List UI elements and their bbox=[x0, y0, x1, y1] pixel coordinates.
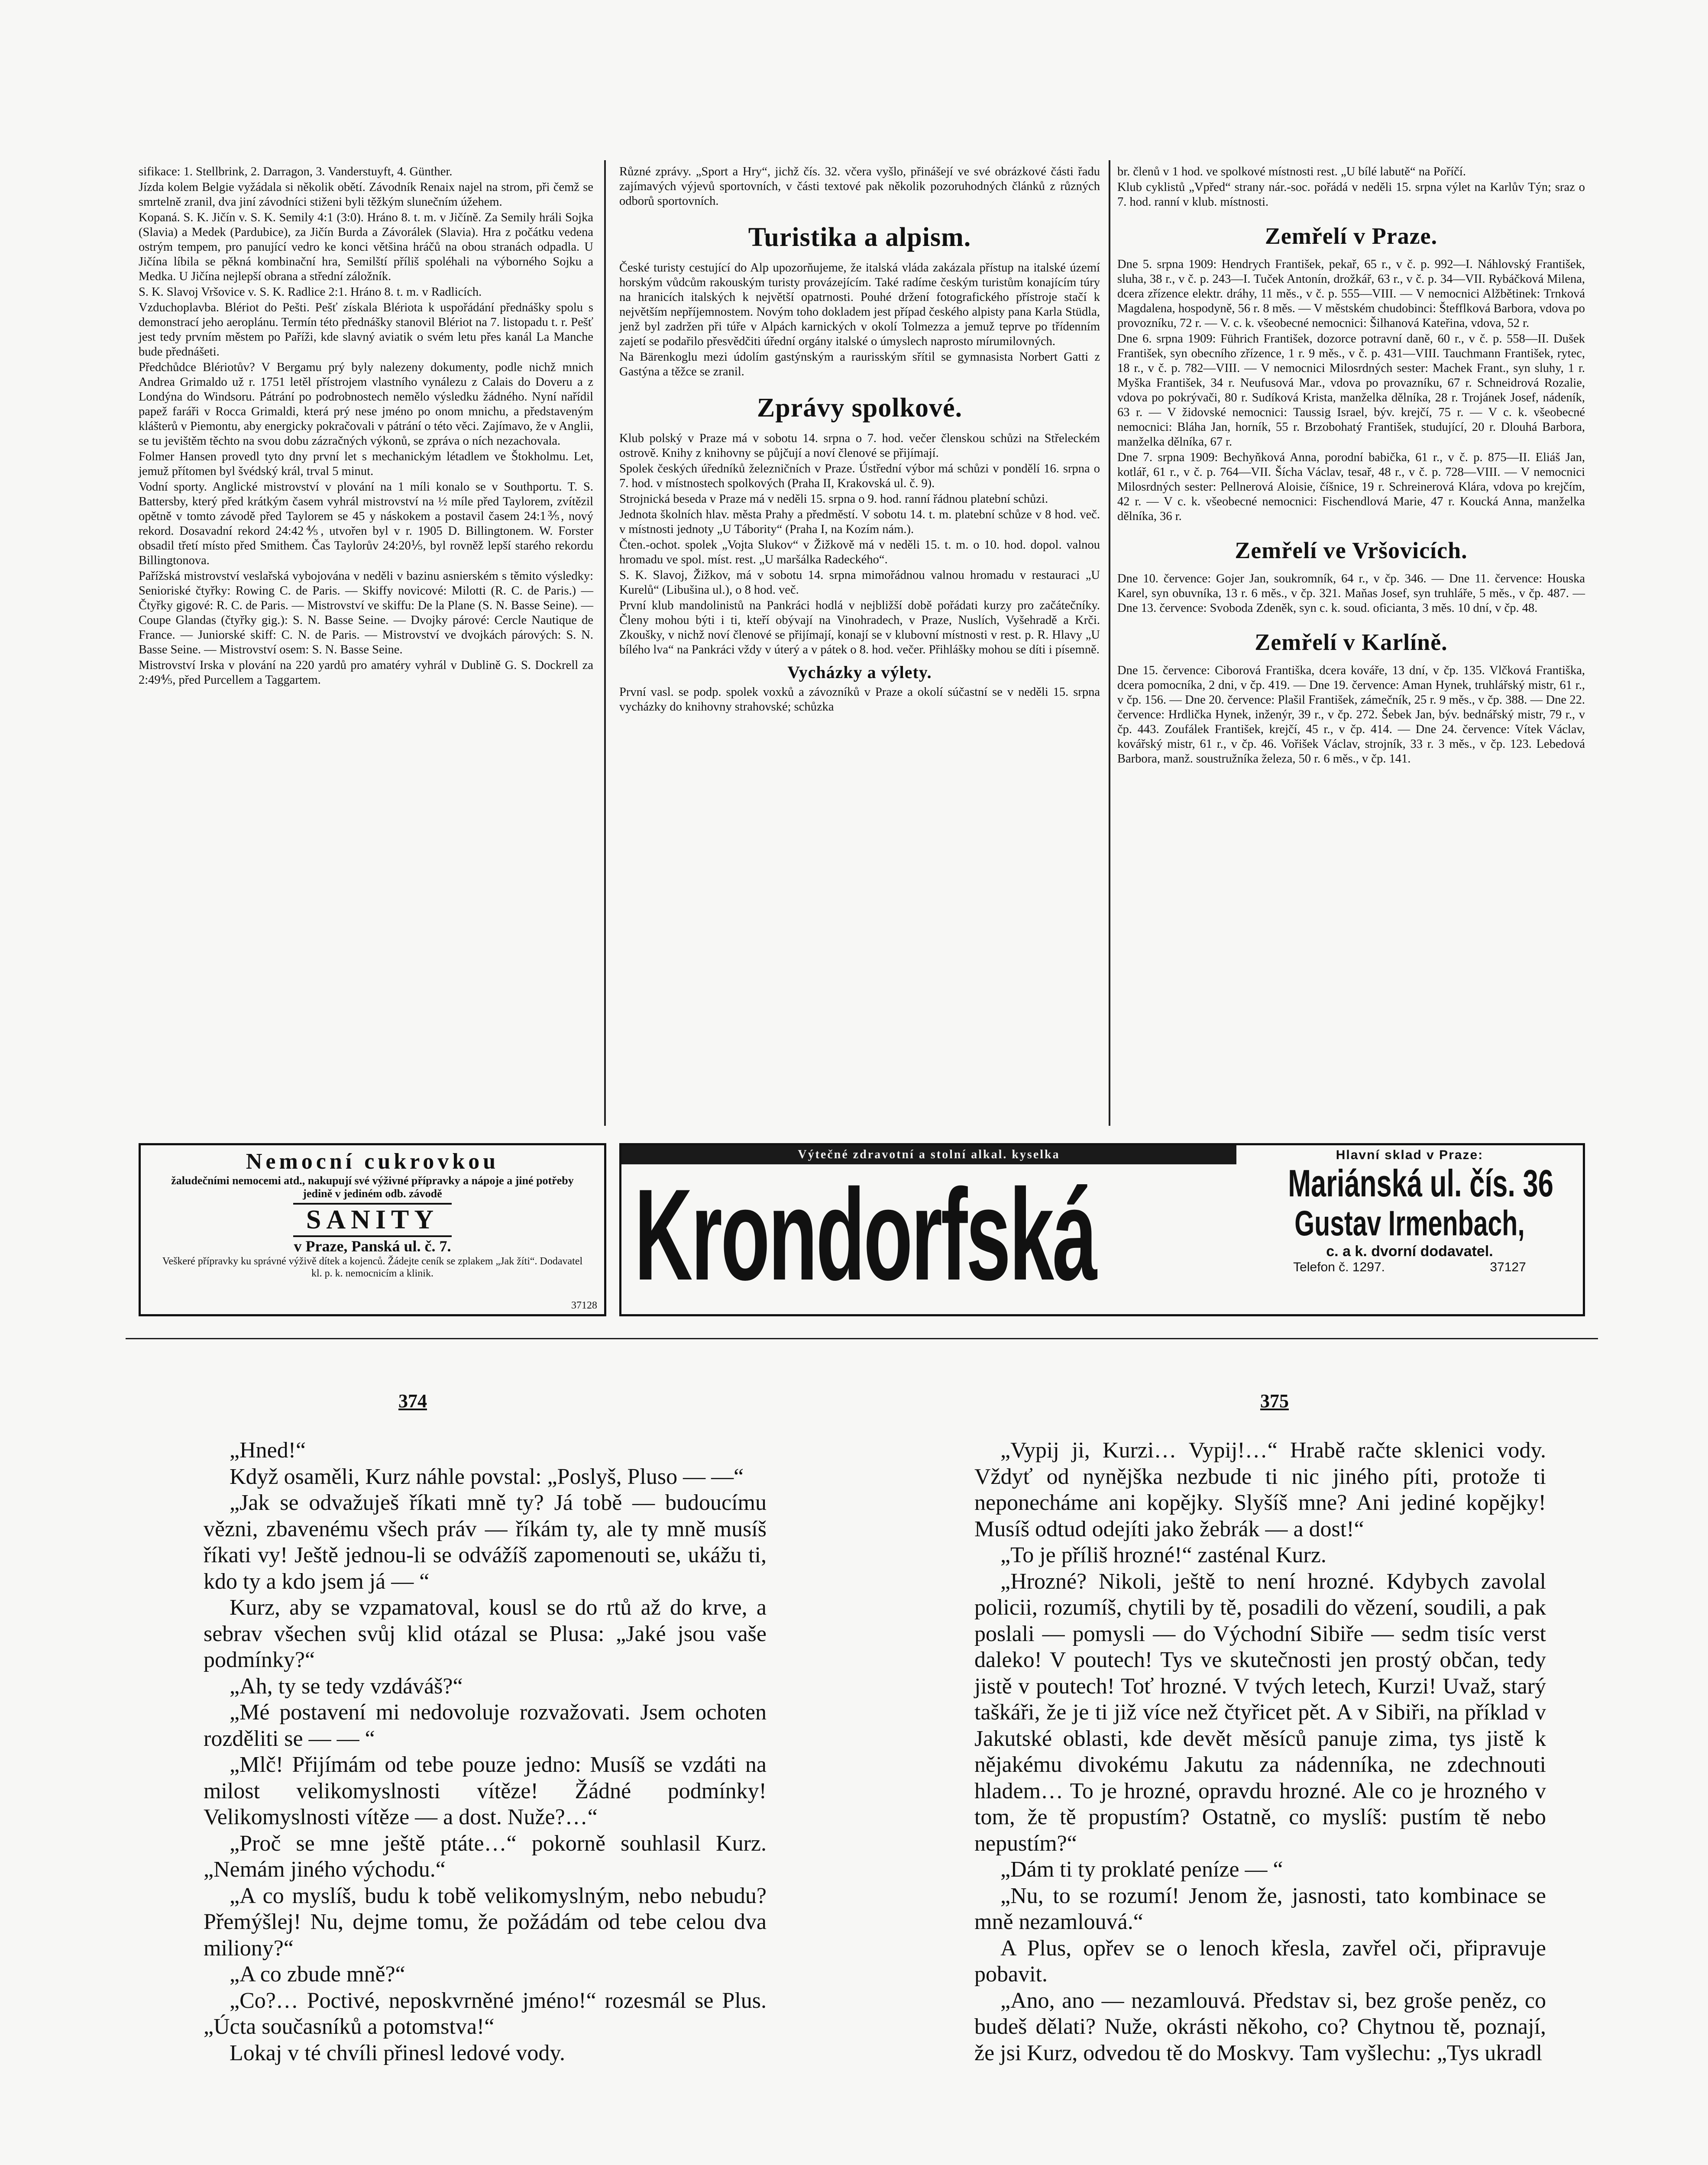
advertisement-krondorfska bbox=[619, 1143, 1585, 1316]
page-number-left: 374 bbox=[398, 1390, 427, 1412]
news-paragraph: Folmer Hansen provedl tyto dny první let s mechanickým létadlem ve Štokholmu. Let, jemuž přítomen byl švédský král, trval 5 minut. bbox=[139, 450, 593, 478]
news-column-1 bbox=[139, 165, 593, 688]
book-paragraph: „Hned!“ bbox=[230, 1438, 306, 1463]
news-paragraph: Klub cyklistů „Vpřed“ strany nár.-soc. pořádá v neděli 15. srpna výlet na Karlův Týn; sraz o 7. hod. ranní v klub. místnosti. bbox=[1117, 181, 1585, 209]
book-paragraph: „Mlč! Přijímám od tebe pouze jedno: Musíš se vzdáti na milost velikomyslnosti vítěze! Žádné podmínky! Velikomyslnosti vítěze — a dost. Nuže?…“ bbox=[204, 1752, 767, 1829]
news-paragraph: Vodní sporty. Anglické mistrovství v plování na 1 míli konalo se v Southportu. T. S. Battersby, který před krátkým časem vyhrál mistrovství na ½ míle před Taylorem, zvítězil opětně v tomto závodě před Taylorem se 45 y náskokem a postavil časem 24:1⅗, nový rekord. Dosavadní rekord 24:42⅘, utvořen byl v r. 1905 D. Billingtonem. W. Forster obsadil třetí místo před Smithem. Čas Taylorův 24:20⅕, byl rovněž lepší starého rekordu Billingtonova. bbox=[139, 480, 593, 567]
ad-contact-block bbox=[1241, 1148, 1579, 1275]
news-paragraph: Jednota školních hlav. města Prahy a předměstí. V sobotu 14. t. m. platební schůze v 8 hod. več. v místnosti jednoty „U Tábority“ (Praha I, na Kozím nám.). bbox=[619, 508, 1100, 536]
page-number-right: 375 bbox=[1260, 1390, 1289, 1412]
ad-top-banner: Výtečné zdravotní a stolní alkal. kyselka bbox=[621, 1145, 1236, 1164]
section-heading-turistika: Turistika a alpism. bbox=[748, 223, 971, 252]
death-notice: Dne 15. července: Ciborová Františka, dcera kováře, 13 dní, v čp. 135. Vlčková Františka, dcera pomocníka, 2 dni, v čp. 419. — Dne 19. července: Aman Hynek, truhlářský mistr, 61 r., v čp. 156. — Dne 20. července: Plašil František, zámečník, 25 r. 9 měs., v čp. 388. — Dne 22. července: Hrdlička Hynek, inženýr, 39 r., v čp. 272. Šebek Jan, býv. bednářský mistr, 79 r., v čp. 443. Zoufálek František, krejčí, 45 r., v čp. 414. — Dne 24. července: Vítek Václav, kovářský mistr, 61 r., v čp. 46. Vořišek Václav, strojník, 33 r. 3 měs., v čp. 123. Lebedová Barbora, manž. soustružníka železa, 50 r. 6 měs., v čp. 141. bbox=[1117, 664, 1585, 766]
book-paragraph: Když osaměli, Kurz náhle povstal: „Poslyš, Pluso — —“ bbox=[230, 1464, 744, 1489]
ad-owner: Gustav Irmenbach, bbox=[1294, 1204, 1525, 1243]
news-paragraph: Předchůdce Blériotův? V Bergamu prý byly nalezeny dokumenty, podle nichž mnich Andrea Grimaldo už r. 1751 letěl přístrojem vlastního vynálezu z Calais do Doveru a z Londýna do Windsoru. Pátrání po podrobnostech nemělo výsledku žádného. Nyní nařídil papež faráři v Rocca Grimaldi, která prý nese jméno po onom mnichu, a představeným klášterů v Piemontu, aby energicky pokračovali v pátrání o této věci. Zajímavo, že v Anglii, se tu jevištěm těchto na svou dobu zázračných výkonů, se zpráva o ních nezachovala. bbox=[139, 361, 593, 448]
ad-warehouse-label: Hlavní sklad v Praze: bbox=[1336, 1148, 1484, 1162]
column-rule bbox=[1109, 160, 1110, 1126]
section-heading-zemreli-vrsovice: Zemřelí ve Vršovicích. bbox=[1235, 537, 1468, 563]
book-page-left bbox=[204, 1438, 767, 2066]
news-paragraph: sifikace: 1. Stellbrink, 2. Darragon, 3. Vanderstuyft, 4. Günther. bbox=[139, 165, 453, 178]
news-paragraph: První klub mandolinistů na Pankráci hodlá v nejbližší době pořádati kurzy pro začátečníky. Členy mohou býti i ti, kteří obývají na Vinohradech, v Praze, Nuslích, Vyšehradě a Krči. Zkoušky, v nichž noví členové se přijímají, konají se v klubovní místnosti v rest. p. R. Hlavy „U bílého lva“ na Pankráci vždy v úterý a v pátek o 8. hod. večer. Přihlášky mohou se díti i písemně. bbox=[619, 599, 1100, 656]
book-paragraph: „Hrozné? Nikoli, ještě to není hrozné. Kdybych zavolal policii, rozumíš, chytili by tě, posadili do vězení, soudili, a pak poslali — pomysli — do Východní Sibiře — sedm tisíc verst daleko! V poutech! Tys ve skutečnosti jen prostý občan, tedy jistě v poutech! Toť hrozné. V tvých letech, Kurzi! Uvaž, starý taškáři, že je ti již více než čtyřicet pět. A v Sibiři, na příklad v Jakutské oblasti, kde devět měsíců panuje zima, tys jistě k nějakému divokému Jakutu za nádenníka, ne zdechnouti hladem… To je hrozné, opravdu hrozné. Ale co je hrozného v tom, že tě propustím? Ostatně, co myslíš: pustím tě nebo nepustím?“ bbox=[974, 1569, 1546, 1856]
book-paragraph: „Mé postavení mi nedovoluje rozvažovati. Jsem ochoten rozděliti se — — “ bbox=[204, 1700, 767, 1751]
book-paragraph: A Plus, opřev se o lenoch křesla, zavřel oči, připravuje pobavit. bbox=[974, 1936, 1546, 1987]
news-paragraph: br. členů v 1 hod. ve spolkové místnosti rest. „U bílé labutě“ na Poříčí. bbox=[1117, 165, 1466, 178]
ad-title: Nemocní cukrovkou bbox=[246, 1149, 499, 1174]
divider bbox=[126, 1338, 1598, 1339]
news-paragraph: Kopaná. S. K. Jičín v. S. K. Semily 4:1 (3:0). Hráno 8. t. m. v Jičíně. Za Semily hráli Sojka (Slavia) a Medek (Pardubice), za Jičín Burda a Závorálek (Slavia). Hra z počátku vedena ostrým tempem, pro panující vedro ke konci většina hráčů na obou stranách odpadla. U Jičína líbila se pěkná kombinační hra, Semilští příliš spoléhali na výborného Sojku a Medka. U Jičína nejlepší obrana a střední záložník. bbox=[139, 211, 593, 283]
news-paragraph: České turisty cestující do Alp upozorňujeme, že italská vláda zakázala přístup na italské území horským vůdcům rakouským turisty provázejícím. Také radíme českým turistům konajícím túry na hranicích italských k největší opatrnosti. Pouhé držení fotografického přístroje stačí k největším nepříjemnostem. Novým toho dokladem jest případ českého alpisty pana Karla Stüdla, jenž byl zadržen při túře v Alpách karnických v okolí Tolmezza a jemuž teprve po třídenním zajetí se podařilo přesvědčiti úřední orgány italské o úmyslech naprosto mírumilovných. bbox=[619, 261, 1100, 348]
book-paragraph: „Ah, ty se tedy vzdáváš?“ bbox=[230, 1674, 463, 1699]
column-rule bbox=[604, 160, 606, 1126]
ad-address: v Praze, Panská ul. č. 7. bbox=[294, 1238, 451, 1255]
book-paragraph: Lokaj v té chvíli přinesl ledové vody. bbox=[230, 2040, 565, 2065]
section-heading-vychazky: Vycházky a výlety. bbox=[787, 662, 932, 682]
ad-code: 37128 bbox=[571, 1300, 597, 1311]
book-paragraph: „Jak se odvažuješ říkati mně ty? Já tobě — budoucímu vězni, zbavenému všech práv — říkám ty, ale ty mně musíš říkati vy! Ještě jednou-li se odvážíš zapomenouti se, ukážu ti, kdo ty a kdo jsem já — “ bbox=[204, 1490, 767, 1594]
news-paragraph: Jízda kolem Belgie vyžádala si několik obětí. Závodník Renaix najel na strom, při čemž se smrtelně zranil, dva jiní závodníci stiženi byli těžkým slunečním úžehem. bbox=[139, 181, 593, 209]
book-page-right bbox=[974, 1438, 1546, 2066]
news-paragraph: Pařížská mistrovství veslařská vybojována v neděli v bazinu asnierském s těmito výsledky: Senioriské čtyřky: Rowing C. de Paris. — Skiffy novicové: Milotti (R. C. de Paris.) — Čtyřky gigové: R. C. de Paris. — Mistrovství ve skiffu: De la Plane (S. N. Basse Seine). — Coupe Glandas (čtyřky gig.): S. N. Basse Seine. — Dvojky párové: Cercle Nautique de France. — Juniorské skiff: C. N. de Paris. — Mistrovství ve dvojkách párových: S. N. Basse Seine. — Mistrovství osem: S. N. Basse Seine. bbox=[139, 569, 593, 656]
death-notice: Dne 5. srpna 1909: Hendrych František, pekař, 65 r., v č. p. 992—I. Náhlovský František, sluha, 38 r., v č. p. 243—I. Tuček Antonín, drožkář, 63 r., v č. p. 34—VII. Rybáčková Milena, dcera zřízence elektr. dráhy, 11 měs., v č. p. 555—VIII. — V nemocnici Alžbětinek: Trnková Magdalena, hospodyně, 56 r. 8 měs. — V městském chudobinci: Štefflková Barbora, vdova po provozníku, 72 r. — V. c. k. všeobecné nemocnici: Šilhanová Kateřina, vdova, 52 r. bbox=[1117, 258, 1585, 330]
book-paragraph: „Vypij ji, Kurzi… Vypij!…“ Hrabě račte sklenici vody. Vždyť od nynějška nezbude ti nic jiného píti, protože ti neponecháme ani kopějky. Slyšíš mne? Ani jediné kopějky! Musíš odtud odejíti jako žebrák — a dost!“ bbox=[974, 1438, 1546, 1541]
section-heading-zpravy-spolkove: Zprávy spolkové. bbox=[757, 393, 963, 423]
news-column-2 bbox=[619, 165, 1100, 715]
book-paragraph: „Dám ti ty proklaté peníze — “ bbox=[1000, 1857, 1283, 1882]
news-paragraph: Čten.-ochot. spolek „Vojta Slukov“ v Žižkově má v neděli 15. t. m. o 10. hod. dopol. valnou hromadu ve spol. míst. rest. „U maršálka Radeckého“. bbox=[619, 538, 1100, 566]
book-paragraph: „A co zbude mně?“ bbox=[230, 1962, 405, 1987]
book-paragraph: „To je příliš hrozné!“ zasténal Kurz. bbox=[1000, 1543, 1326, 1567]
news-paragraph: Spolek českých úředníků železničních v Praze. Ústřední výbor má schůzi v pondělí 16. srpna o 7. hod. v místnostech spolkových (Praha II, Krakovská ul. č. 9). bbox=[619, 462, 1100, 490]
ad-note: Veškeré přípravky ku správné výživě dítek a kojenců. Žádejte ceník se zplakem „Jak žíti“. Dodavatel kl. p. k. nemocnicím a klinik. bbox=[162, 1256, 583, 1279]
section-heading-zemreli-praha: Zemřelí v Praze. bbox=[1265, 223, 1438, 249]
news-paragraph: Klub polský v Praze má v sobotu 14. srpna o 7. hod. večer členskou schůzi na Střeleckém ostrově. Knihy z knihovny se půjčují a noví členové se přijímají. bbox=[619, 432, 1100, 460]
news-paragraph: S. K. Slavoj, Žižkov, má v sobotu 14. srpna mimořádnou valnou hromadu v restauraci „U Kurelů“ (Libušina ul.), o 8 hod. več. bbox=[619, 569, 1100, 597]
news-paragraph: Na Bärenkoglu mezi údolím gastýnským a raurisským sřítil se gymnasista Norbert Gatti z Gastýna a těžce se zranil. bbox=[619, 350, 1100, 378]
book-paragraph: „A co myslíš, budu k tobě velikomyslným, nebo nebudu? Přemýšlej! Nu, dejme tomu, že požádám od tebe celou dva miliony?“ bbox=[204, 1883, 767, 1961]
death-notice: Dne 7. srpna 1909: Bechyňková Anna, porodní babička, 61 r., v č. p. 875—II. Eliáš Jan, kotlář, 61 r., v č. p. 764—VII. Šícha Václav, tesař, 48 r., v č. p. 728—VIII. — V nemocnici Milosrdných sester: Pellnerová Aloisie, číšnice, 19 r. Schreinerová Klára, vdova po krejčím, 42 r. — V c. k. všeobecné nemocnici: Fischendlová Marie, 47 r. Koucká Anna, manželka dělníka, 36 r. bbox=[1117, 451, 1585, 523]
news-column-3 bbox=[1117, 165, 1585, 767]
book-paragraph: Kurz, aby se vzpamatoval, kousl se do rtů až do krve, a sebrav všechen svůj klid otázal se Plusa: „Jaké jsou vaše podmínky?“ bbox=[204, 1595, 767, 1672]
book-paragraph: „Co?… Poctivé, neposkvrněné jméno!“ rozesmál se Plus. „Úcta současníků a potomstva!“ bbox=[204, 1988, 767, 2039]
ad-body: žaludečními nemocemi atd., nakupují své výživné přípravky a nápoje a jiné potřeby jedině v jediném odb. závodě bbox=[171, 1174, 574, 1200]
book-paragraph: „Ano, ano — nezamlouvá. Představ si, bez groše peněz, co budeš dělati? Nuže, okrásti někoho, co? Chytnou tě, poznají, že jsi Kurz, odvedou tě do Moskvy. Tam vyšlechu: „Tys ukradl bbox=[974, 1988, 1546, 2065]
news-paragraph: Mistrovství Irska v plování na 220 yardů pro amatéry vyhrál v Dublině G. S. Dockrell za 2:49⅘, před Purcellem a Taggartem. bbox=[139, 659, 593, 687]
news-paragraph: První vasl. se podp. spolek voxků a závozníků v Praze a okolí súčastní se v neděli 15. srpna vycházky do knihovny strahovské; schůzka bbox=[619, 685, 1100, 714]
news-paragraph: Různé zprávy. „Sport a Hry“, jichž čís. 32. včera vyšlo, přinášejí ve své obrázkové části řadu zajímavých výjevů sportovních, v části textové pak několik pozoruhodných článků z různých odborů sportovních. bbox=[619, 165, 1100, 208]
section-heading-zemreli-karlin: Zemřelí v Karlíně. bbox=[1255, 629, 1448, 655]
death-notice: Dne 6. srpna 1909: Führich František, dozorce potravní daně, 60 r., v č. p. 558—II. Dušek František, syn obecního zřízence, 1 r. 9 měs., v č. p. 431—VIII. Tauchmann František, rytec, 18 r., v č. p. 782—VIII. — V nemocnici Milosrdných sester: Machek Frant., syn sluhy, 1 r. Myška František, 34 r. Neufusová Mar., vdova po provazníku, 67 r. Schneidrová Rozalie, vdova po pokrývači, 80 r. Sudíková Krista, manželka dělníka, 28 r. Trojánek Josef, nádeník, 63 r. — V židovské nemocnici: Taussig Israel, býv. krejčí, 75 r. — V c. k. všeobecné nemocnici: Bláha Jan, horník, 55 r. Brzobohatý František, studující, 20 r. Dlouhá Barbora, manželka dělníka, 67 r. bbox=[1117, 332, 1585, 449]
ad-street: Mariánská ul. čís. 36 bbox=[1288, 1162, 1554, 1205]
news-paragraph: S. K. Slavoj Vršovice v. S. K. Radlice 2:1. Hráno 8. t. m. v Radlicích. bbox=[139, 285, 482, 299]
death-notice: Dne 10. července: Gojer Jan, soukromník, 64 r., v čp. 346. — Dne 11. července: Houska Karel, syn obuvníka, 13 r. 6 měs., v čp. 321. Maňas Josef, syn truhláře, 5 měs., v čp. 487. — Dne 13. července: Svoboda Zdeněk, syn c. k. soud. oficianta, 3 měs. 10 dní, v čp. 48. bbox=[1117, 572, 1585, 615]
book-paragraph: „Nu, to se rozumí! Jenom že, jasnosti, tato kombinace se mně nezamlouvá.“ bbox=[974, 1883, 1546, 1934]
ad-footer bbox=[1241, 1260, 1579, 1275]
news-paragraph: Strojnická beseda v Praze má v neděli 15. srpna o 9. hod. ranní řádnou platební schůzi. bbox=[619, 492, 1048, 506]
ad-brand: SANITY bbox=[293, 1203, 452, 1237]
ad-supplier: c. a k. dvorní dodavatel. bbox=[1326, 1243, 1493, 1260]
ad-code: 37127 bbox=[1490, 1260, 1526, 1274]
book-paragraph: „Proč se mne ještě ptáte…“ pokorně souhlasil Kurz. „Nemám jiného východu.“ bbox=[204, 1831, 767, 1882]
advertisement-sanity bbox=[139, 1143, 606, 1316]
ad-brand-large: Krondorfská bbox=[634, 1162, 1096, 1307]
news-paragraph: Vzduchoplavba. Blériot do Pešti. Pešť získala Blériota k uspořádání přednášky spolu s demonstrací jeho aeroplánu. Termín této přednášky stanovil Blériot na 7. listopadu t. r. Pešť jest tedy prvním městem po Paříži, kde slavný aviatik o svém letu přes kanál La Manche bude přednášeti. bbox=[139, 301, 593, 359]
ad-phone: Telefon č. 1297. bbox=[1293, 1260, 1385, 1274]
